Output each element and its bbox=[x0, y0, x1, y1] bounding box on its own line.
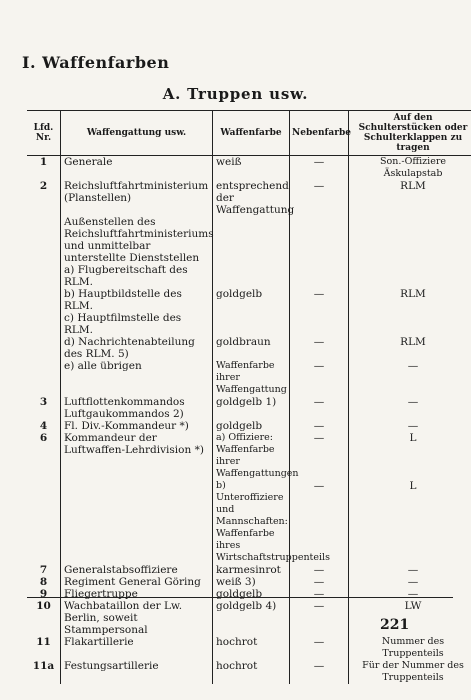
table-header-row bbox=[27, 111, 471, 156]
header-waffenfarbe: Waffenfarbe bbox=[213, 111, 290, 156]
header-schulterstuecke: Auf den Schulterstücken oder Schulterklappen zu tragen bbox=[349, 111, 471, 156]
row-schulter: RLM bbox=[349, 180, 471, 216]
row-nr bbox=[27, 288, 61, 312]
row-farbe: entsprechend der Waffengattung bbox=[213, 180, 290, 216]
row-nebenfarbe: — bbox=[290, 180, 349, 216]
row-farbe bbox=[213, 216, 290, 264]
row-nr bbox=[27, 360, 61, 396]
table-row bbox=[27, 420, 471, 432]
row-nr: 9 bbox=[39, 588, 48, 600]
row-gattung: Generalstabsoffiziere bbox=[61, 564, 213, 576]
row-nr bbox=[27, 312, 61, 336]
row-nr: 3 bbox=[39, 396, 48, 408]
table-row bbox=[27, 216, 471, 264]
row-nebenfarbe: — bbox=[290, 636, 349, 660]
row-gattung: Luftflottenkommandos Luftgaukommandos 2) bbox=[61, 396, 213, 420]
table-row bbox=[27, 336, 471, 360]
row-farbe: weiß bbox=[213, 156, 290, 181]
row-farbe: goldgelb 4) bbox=[213, 600, 290, 636]
row-nebenfarbe bbox=[290, 264, 349, 288]
header-waffengattung: Waffengattung usw. bbox=[61, 111, 213, 156]
row-nr bbox=[27, 336, 61, 360]
row-gattung: a) Flugbereitschaft des RLM. bbox=[61, 264, 213, 288]
row-farbe: karmesinrot bbox=[213, 564, 290, 576]
row-gattung: Generale bbox=[61, 156, 213, 181]
table-row bbox=[27, 312, 471, 336]
table-row bbox=[27, 360, 471, 396]
row-gattung: Regiment General Göring bbox=[61, 576, 213, 588]
row-schulter bbox=[349, 312, 471, 336]
table-row bbox=[27, 564, 471, 576]
row-schulter bbox=[349, 264, 471, 288]
row-nr bbox=[27, 264, 61, 288]
row-gattung: d) Nachrichtenabteilung des RLM. 5) bbox=[61, 336, 213, 360]
row-gattung: Kommandeur der Luftwaffen-Lehrdivision *) bbox=[61, 432, 213, 480]
table-row bbox=[27, 576, 471, 588]
row-farbe: b) Unteroffiziere und Mannschaften: Waffenfarbe ihres Wirtschaftstruppenteils bbox=[213, 480, 290, 564]
row-nebenfarbe: — bbox=[290, 600, 349, 636]
row-nebenfarbe: — bbox=[290, 564, 349, 576]
row-gattung: Flakartillerie bbox=[61, 636, 213, 660]
row-schulter: — bbox=[349, 588, 471, 600]
table-row bbox=[27, 660, 471, 684]
table-row bbox=[27, 288, 471, 312]
row-nr: 8 bbox=[39, 576, 48, 588]
row-farbe: goldgelb bbox=[213, 420, 290, 432]
row-nr: 2 bbox=[39, 180, 48, 192]
row-gattung bbox=[61, 480, 213, 564]
header-nebenfarbe: Nebenfarbe bbox=[290, 111, 349, 156]
row-nebenfarbe: — bbox=[290, 360, 349, 396]
row-schulter: — bbox=[349, 576, 471, 588]
row-gattung: c) Hauptfilmstelle des RLM. bbox=[61, 312, 213, 336]
table-row bbox=[27, 264, 471, 288]
row-farbe: goldbraun bbox=[213, 336, 290, 360]
row-schulter: L bbox=[349, 432, 471, 480]
row-gattung: Fl. Div.-Kommandeur *) bbox=[61, 420, 213, 432]
section-title: I. Waffenfarben bbox=[22, 53, 170, 72]
row-nr bbox=[27, 480, 61, 564]
row-nr: 6 bbox=[39, 432, 48, 444]
row-nebenfarbe: — bbox=[290, 336, 349, 360]
row-nr: 4 bbox=[39, 420, 48, 432]
row-schulter: — bbox=[349, 396, 471, 420]
page-number: 221 bbox=[380, 617, 410, 633]
row-farbe: goldgelb 1) bbox=[213, 396, 290, 420]
row-schulter: Nummer des Truppenteils bbox=[349, 636, 471, 660]
table-bottom-rule bbox=[27, 597, 453, 598]
table-row bbox=[27, 156, 471, 181]
row-schulter: Son.-Offiziere Äskulapstab bbox=[349, 156, 471, 181]
row-nebenfarbe: — bbox=[290, 480, 349, 564]
row-schulter: L bbox=[349, 480, 471, 564]
row-farbe: hochrot bbox=[213, 636, 290, 660]
row-gattung: e) alle übrigen bbox=[61, 360, 213, 396]
row-nr: 11a bbox=[32, 660, 55, 672]
row-nr: 11 bbox=[36, 636, 51, 648]
table-row bbox=[27, 588, 471, 600]
row-farbe: hochrot bbox=[213, 660, 290, 684]
row-gattung: Außenstellen des Reichsluftfahrtministeriums und unmittelbar unterstellte Dienststellen bbox=[61, 216, 213, 264]
row-farbe: Waffenfarbe ihrer Waffengattung bbox=[213, 360, 290, 396]
table-row bbox=[27, 636, 471, 660]
row-nr: 10 bbox=[36, 600, 51, 612]
row-schulter: — bbox=[349, 360, 471, 396]
row-farbe: goldgelb bbox=[213, 588, 290, 600]
row-schulter: RLM bbox=[349, 336, 471, 360]
row-nebenfarbe: — bbox=[290, 660, 349, 684]
row-gattung: b) Hauptbildstelle des RLM. bbox=[61, 288, 213, 312]
row-nebenfarbe: — bbox=[290, 156, 349, 181]
row-schulter bbox=[349, 216, 471, 264]
row-nebenfarbe: — bbox=[290, 396, 349, 420]
row-schulter: — bbox=[349, 564, 471, 576]
table-row bbox=[27, 396, 471, 420]
row-schulter: LW bbox=[349, 600, 471, 636]
row-farbe: weiß 3) bbox=[213, 576, 290, 588]
row-farbe: a) Offiziere: Waffenfarbe ihrer Waffengattungen bbox=[213, 432, 290, 480]
row-nebenfarbe: — bbox=[290, 432, 349, 480]
row-gattung: Reichsluftfahrtministerium (Planstellen) bbox=[61, 180, 213, 216]
row-nr: 1 bbox=[39, 156, 48, 168]
row-nr: 7 bbox=[39, 564, 48, 576]
row-farbe bbox=[213, 264, 290, 288]
row-schulter: RLM bbox=[349, 288, 471, 312]
row-schulter: — bbox=[349, 420, 471, 432]
row-nebenfarbe bbox=[290, 216, 349, 264]
row-nebenfarbe: — bbox=[290, 420, 349, 432]
table-row bbox=[27, 480, 471, 564]
row-nr bbox=[27, 216, 61, 264]
row-nebenfarbe: — bbox=[290, 576, 349, 588]
sub-title: A. Truppen usw. bbox=[162, 85, 309, 103]
row-gattung: Fliegertruppe bbox=[61, 588, 213, 600]
row-nebenfarbe: — bbox=[290, 588, 349, 600]
row-nebenfarbe bbox=[290, 312, 349, 336]
row-gattung: Wachbataillon der Lw. Berlin, soweit Stammpersonal bbox=[61, 600, 213, 636]
row-schulter: Für der Nummer des Truppenteils bbox=[349, 660, 471, 684]
table-row bbox=[27, 432, 471, 480]
row-gattung: Festungsartillerie bbox=[61, 660, 213, 684]
row-farbe: goldgelb bbox=[213, 288, 290, 312]
row-farbe bbox=[213, 312, 290, 336]
table-row bbox=[27, 180, 471, 216]
header-nr: Lfd. Nr. bbox=[27, 111, 61, 156]
row-nebenfarbe: — bbox=[290, 288, 349, 312]
